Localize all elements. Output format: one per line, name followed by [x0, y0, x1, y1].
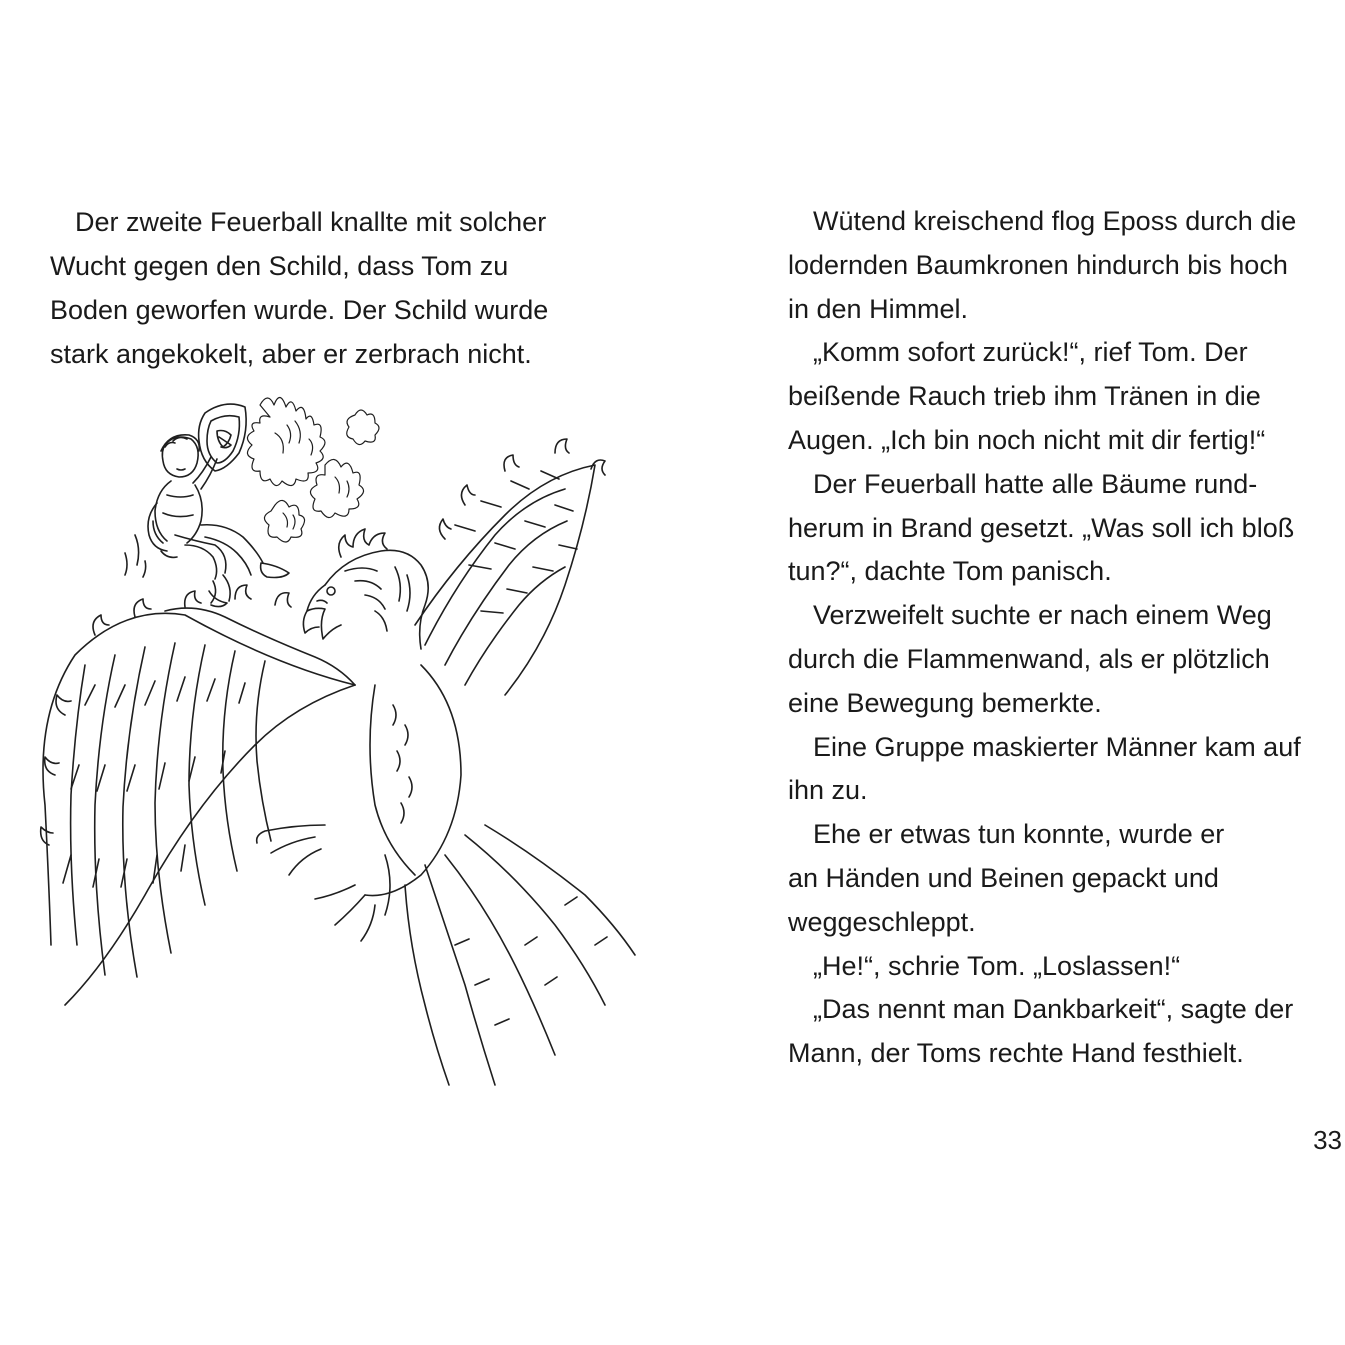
text-line: Wucht gegen den Schild, dass Tom zu — [50, 251, 509, 281]
right-page-text — [788, 200, 1345, 1076]
text-line: Boden geworfen wurde. Der Schild wurde — [50, 295, 549, 325]
text-line: in den Himmel. — [788, 293, 969, 324]
boy-figure — [125, 435, 289, 607]
phoenix-illustration — [25, 385, 645, 1115]
phoenix-tail — [405, 825, 635, 1085]
phoenix-head — [303, 529, 428, 649]
text-line: Mann, der Toms rechte Hand festhielt. — [788, 1038, 1244, 1069]
text-line: ihn zu. — [788, 775, 868, 806]
shield-icon — [199, 404, 247, 471]
text-line: Der zweite Feuerball knallte mit solcher — [75, 207, 547, 237]
text-line: Augen. „Ich bin noch nicht mit dir fertig!“ — [788, 424, 1266, 455]
text-line: „Komm sofort zurück!“, rief Tom. Der — [813, 337, 1248, 368]
left-page-text — [50, 200, 610, 376]
phoenix-left-wing — [41, 585, 355, 1005]
text-line: Eine Gruppe maskierter Männer kam auf — [813, 731, 1301, 762]
page-number: 33 — [1313, 1125, 1342, 1155]
text-line: lodernden Baumkronen hindurch bis hoch — [788, 249, 1288, 280]
text-line: Ehe er etwas tun konnte, wurde er — [813, 819, 1225, 850]
text-line: Der Feuerball hatte alle Bäume rund- — [813, 468, 1258, 499]
text-line: tun?“, dachte Tom panisch. — [788, 556, 1112, 587]
text-line: beißende Rauch trieb ihm Tränen in die — [788, 381, 1261, 412]
fireball-flames — [247, 397, 379, 542]
text-line: herum in Brand gesetzt. „Was soll ich bloß — [788, 512, 1295, 543]
text-line: weggeschleppt. — [788, 906, 976, 937]
text-line: stark angekokelt, aber er zerbrach nicht. — [50, 339, 532, 369]
text-line: an Händen und Beinen gepackt und — [788, 862, 1219, 893]
text-line: „He!“, schrie Tom. „Loslassen!“ — [813, 950, 1181, 981]
text-line: „Das nennt man Dankbarkeit“, sagte der — [813, 994, 1294, 1025]
phoenix-body — [257, 665, 461, 941]
text-line: durch die Flammenwand, als er plötzlich — [788, 643, 1270, 674]
text-line: eine Bewegung bemerkte. — [788, 687, 1102, 718]
text-line: Wütend kreischend flog Eposs durch die — [813, 206, 1297, 236]
text-line: Verzweifelt suchte er nach einem Weg — [813, 600, 1272, 631]
phoenix-right-wing — [415, 439, 605, 695]
